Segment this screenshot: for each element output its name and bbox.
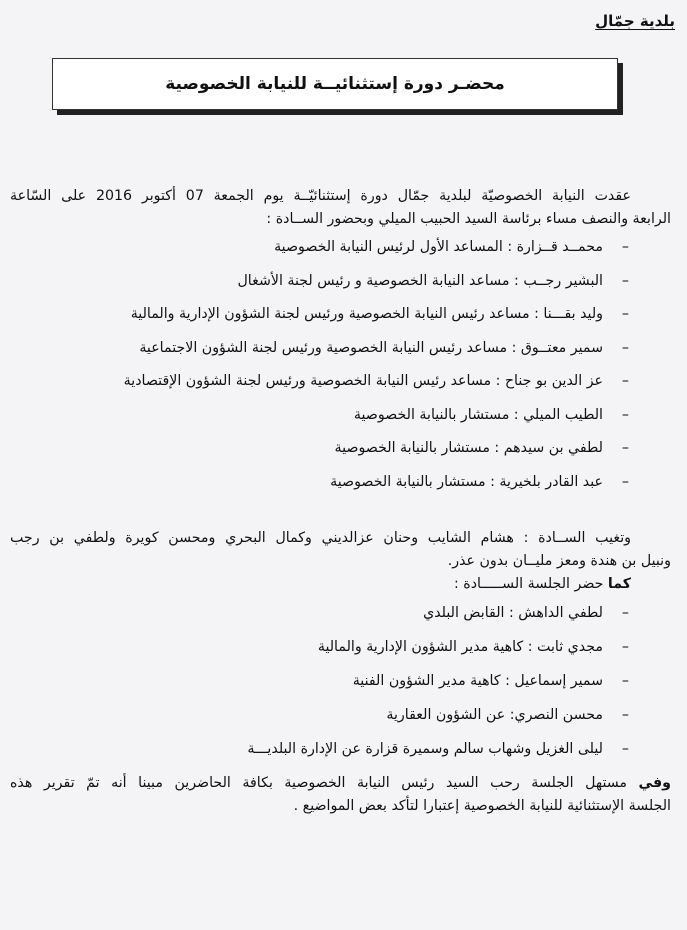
absent-line-1: وتغيب الســادة : هشام الشايب وحنان عزالديني وكمال البحري ومحسن كويرة ولطفي بن رجب	[10, 530, 631, 546]
list-item: –لطفي الداهش : القابض البلدي	[10, 596, 671, 630]
absent-line-2: ونبيل بن هندة ومعز مليــان بدون عذر.	[447, 553, 671, 569]
intro-line-2: الرابعة والنصف مساء برئاسة السيد الحبيب الميلي وبحضور الســادة :	[266, 211, 671, 227]
list-item: –محمــد قــزارة : المساعد الأول لرئيس النيابة الخصوصية	[10, 231, 671, 265]
dash: –	[621, 605, 629, 621]
dash: –	[621, 272, 629, 289]
dash: –	[621, 373, 629, 389]
list-item: –وليد بقـــنا : مساعد رئيس النيابة الخصوصية ورئيس لجنة الشؤون الإدارية والمالية	[10, 298, 671, 332]
attendees-list	[10, 231, 671, 499]
municipality-header: بلدية جمّال	[595, 12, 675, 30]
document-body	[10, 185, 671, 818]
list-item: –الطيب الميلي : مستشار بالنيابة الخصوصية	[10, 399, 671, 433]
dash: –	[621, 339, 629, 356]
list-item: –مجدي ثابت : كاهية مدير الشؤون الإدارية والمالية	[10, 630, 671, 664]
closing-line-1: وفي مستهل الجلسة رحب السيد رئيس النيابة الخصوصية بكافة الحاضرين مبينا أنه تمّ تقرير هذه	[10, 775, 671, 791]
closing-line-2: الجلسة الإستثنائية للنيابة الخصوصية إعتبارا لتأكد بعض المواضيع .	[293, 798, 671, 814]
list-item: –محسن النصري: عن الشؤون العقارية	[10, 698, 671, 732]
list-item: –سمير معتــوق : مساعد رئيس النيابة الخصوصية ورئيس لجنة الشؤون الاجتماعية	[10, 332, 671, 366]
dash: –	[621, 707, 629, 723]
also-present-list	[10, 596, 671, 766]
list-item: –عز الدين بو جناح : مساعد رئيس النيابة الخصوصية ورئيس لجنة الشؤون الإقتصادية	[10, 365, 671, 399]
title-box	[52, 58, 618, 110]
dash: –	[621, 639, 629, 655]
dash: –	[621, 741, 629, 757]
intro-line-1: عقدت النيابة الخصوصيّة لبلدية جمّال دورة إستثنائيّــة يوم الجمعة 07 أكتوبر 2016 على السّاعة	[10, 188, 632, 204]
list-item: –عبد القادر بلخيرية : مستشار بالنيابة الخصوصية	[10, 466, 671, 500]
dash: –	[621, 473, 629, 490]
dash: –	[621, 440, 629, 456]
list-item: –سمير إسماعيل : كاهية مدير الشؤون الفنية	[10, 664, 671, 698]
dash: –	[621, 306, 629, 322]
also-present-lead: كما حضر الجلسة الســـــادة :	[454, 576, 631, 592]
dash: –	[621, 406, 629, 423]
document-title: محضـر دورة إستثنائيــة للنيابة الخصوصية	[165, 74, 505, 94]
dash: –	[621, 673, 629, 689]
list-item: –البشير رجــب : مساعد النيابة الخصوصية و رئيس لجنة الأشغال	[10, 265, 671, 299]
list-item: –ليلى الغزيل وشهاب سالم وسميرة قزارة عن الإدارة البلديـــة	[10, 732, 671, 766]
dash: –	[621, 239, 629, 255]
list-item: –لطفي بن سيدهم : مستشار بالنيابة الخصوصية	[10, 432, 671, 466]
